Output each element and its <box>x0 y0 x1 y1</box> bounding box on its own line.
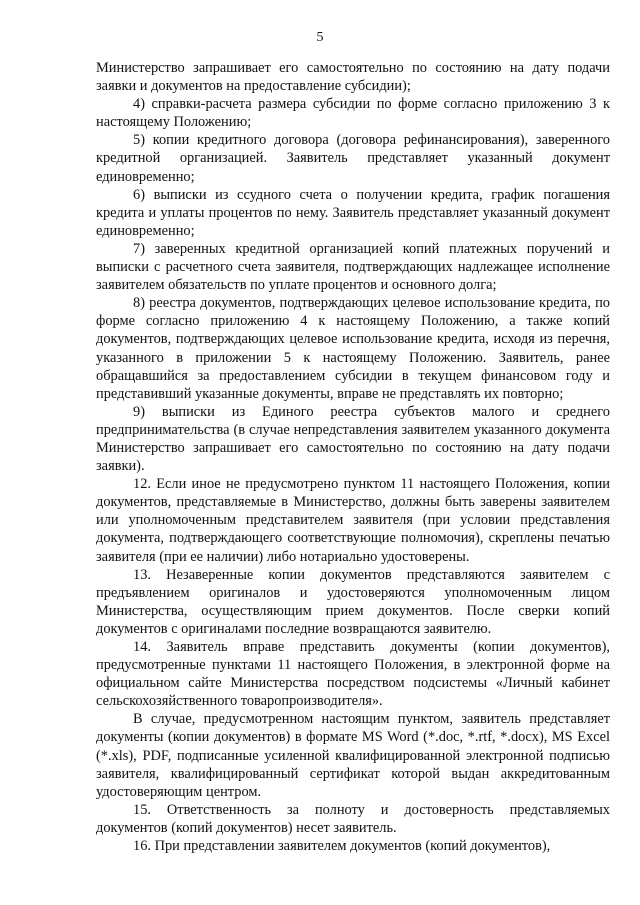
clause-14: 14. Заявитель вправе представить документы (копии документов), предусмотренные пунктами 11 настоящего Положения, в электронной форме на официальном сайте Министерства посредством подсистемы «Личный кабинет сельскохозяйственного товаропроизводителя». <box>96 639 610 710</box>
clause-15: 15. Ответственность за полноту и достоверность представляемых документов (копий документов) несет заявитель. <box>96 801 610 836</box>
list-item-5: 5) копии кредитного договора (договора рефинансирования), заверенного кредитной организацией. Заявитель представляет указанный документ единовременно; <box>96 132 610 185</box>
clause-13: 13. Незаверенные копии документов представляются заявителем с предъявлением оригиналов и удостоверяются уполномоченным лицом Министерства, осуществляющим прием документов. После сверки копий документов с оригиналами последние возвращаются заявителю. <box>96 566 610 637</box>
list-item-9: 9) выписки из Единого реестра субъектов малого и среднего предпринимательства (в случае непредставления заявителем указанного документа Министерство запрашивает его самостоятельно по состоянию на дату подачи заявки). <box>96 403 610 475</box>
page-number: 5 <box>316 30 324 45</box>
paragraph-continuation: Министерство запрашивает его самостоятельно по состоянию на дату подачи заявки и документов на предоставление субсидии); <box>96 60 610 95</box>
list-item-7: 7) заверенных кредитной организацией копий платежных поручений и выписки с расчетного счета заявителя, подтверждающих надлежащее исполнение заявителем обязательств по уплате процентов и основного долга; <box>96 240 610 294</box>
clause-14-electronic-format: В случае, предусмотренном настоящим пунктом, заявитель представляет документы (копии документов) в формате MS Word (*.doc, *.rtf, *.docx), MS Excel (*.xls), PDF, подписанные усиленной квалифицированной электронной подписью заявителя, квалифицированный сертификат которой выдан аккредитованным удостоверяющим центром. <box>96 711 610 800</box>
list-item-4: 4) справки-расчета размера субсидии по форме согласно приложению 3 к настоящему Положению; <box>96 96 610 131</box>
document-body <box>96 59 610 855</box>
list-item-8: 8) реестра документов, подтверждающих целевое использование кредита, по форме согласно приложению 4 к настоящему Положению, а также копий документов, подтверждающих целевое использование кредита, исходя из перечня, указанного в приложении 5 к настоящему Положению. Заявитель, ранее обращавшийся за предоставлением субсидии в текущем финансовом году и представивший указанные документы, вправе не представлять их повторно; <box>96 295 610 402</box>
clause-12: 12. Если иное не предусмотрено пунктом 11 настоящего Положения, копии документов, представляемые в Министерство, должны быть заверены заявителем или уполномоченным представителем заявителя (при условии представления документа, подтверждающего соответствующие полномочия), скреплены печатью заявителя (при ее наличии) либо нотариально удостоверены. <box>96 476 610 565</box>
clause-16: 16. При представлении заявителем документов (копий документов), <box>133 838 551 855</box>
list-item-6: 6) выписки из ссудного счета о получении кредита, график погашения кредита и уплаты процентов по нему. Заявитель представляет указанный документ единовременно; <box>96 186 610 239</box>
